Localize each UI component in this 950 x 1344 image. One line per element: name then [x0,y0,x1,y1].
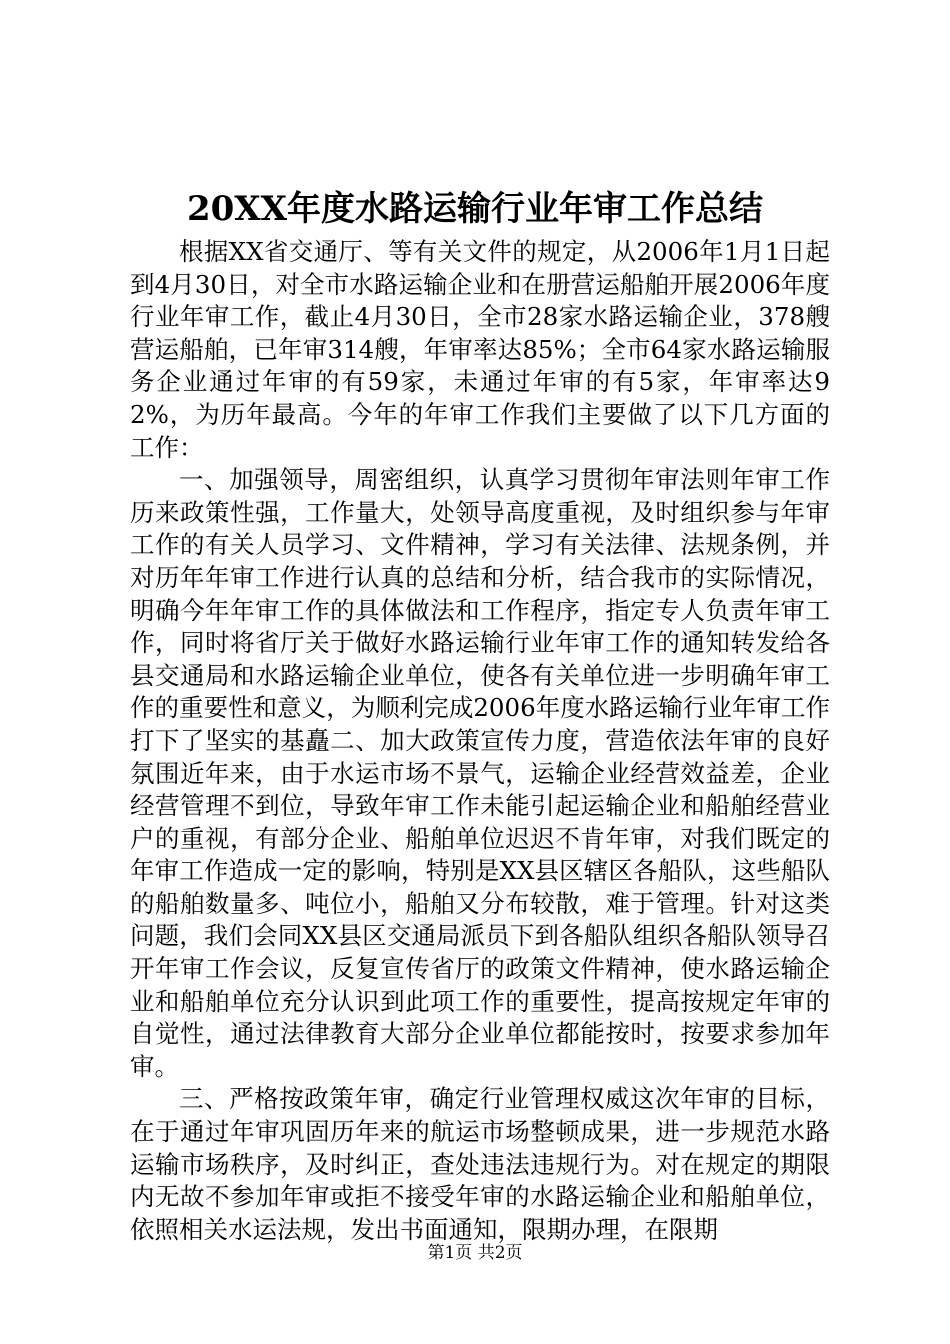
paragraph-intro: 根据XX省交通厅、等有关文件的规定，从2006年1月1日起到4月30日，对全市水路运输企业和在册营运船舶开展2006年度行业年审工作，截止4月30日，全市28家水路运输企业，378艘营运船舶，已年审314艘，年审率达85%；全市64家水路运输服务企业通过年审的有59家，未通过年审的有5家，年审率达92%，为历年最高。今年的年审工作我们主要做了以下几方面的工作： [130,237,830,462]
page-number-footer: 第1页 共2页 [427,1243,523,1263]
paragraph-section-3: 三、严格按政策年审，确定行业管理权威这次年审的目标，在于通过年审巩固历年来的航运市场整顿成果，进一步规范水路运输市场秩序，及时纠正，查处违法违规行为。对在规定的期限内无故不参加年审或拒不接受年审的水路运输企业和船舶单位，依照相关水运法规，发出书面通知，限期办理，在限期 [130,1084,830,1244]
document-title: 20XX年度水路运输行业年审工作总结 [186,189,764,229]
paragraph-section-1-2: 一、加强领导，周密组织，认真学习贯彻年审法则年审工作历来政策性强，工作量大，处领导高度重视，及时组织参与年审工作的有关人员学习、文件精神，学习有关法律、法规条例，并对历年年审工作进行认真的总结和分析，结合我市的实际情况，明确今年年审工作的具体做法和工作程序，指定专人负责年审工作，同时将省厅关于做好水路运输行业年审工作的通知转发给各县交通局和水路运输企业单位，使各有关单位进一步明确年审工作的重要性和意义，为顺利完成2006年度水路运输行业年审工作打下了坚实的基矗二、加大政策宣传力度，营造依法年审的良好氛围近年来，由于水运市场不景气，运输企业经营效益差，企业经营管理不到位，导致年审工作未能引起运输企业和船舶经营业户的重视，有部分企业、船舶单位迟迟不肯年审，对我们既定的年审工作造成一定的影响，特别是XX县区辖区各船队，这些船队的船舶数量多、吨位小，船舶又分布较散，难于管理。针对这类问题，我们会同XX县区交通局派员下到各船队组织各船队领导召开年审工作会议，反复宣传省厅的政策文件精神，使水路运输企业和船舶单位充分认识到此项工作的重要性，提高按规定年审的自觉性，通过法律教育大部分企业单位都能按时，按要求参加年审。 [130,465,830,1081]
document-body [130,236,830,1246]
